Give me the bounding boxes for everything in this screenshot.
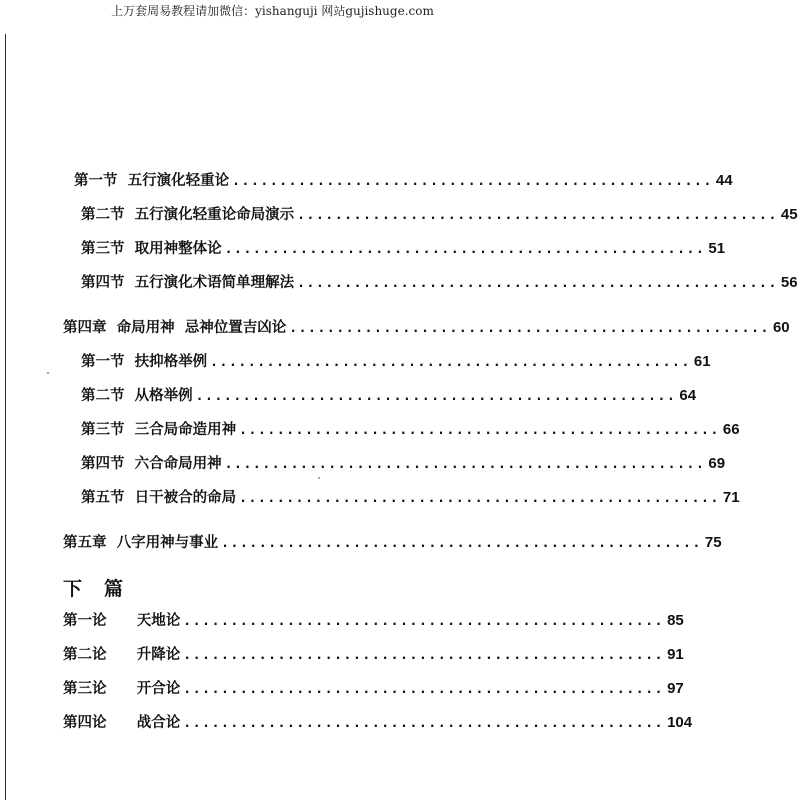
leader-dots: ................................................... bbox=[289, 321, 770, 336]
toc-entry bbox=[81, 454, 726, 474]
leader-dots: ................................................... bbox=[224, 457, 706, 472]
toc-entry-page: 69 bbox=[708, 455, 726, 472]
toc-entry bbox=[81, 352, 711, 372]
leader-dots: ................................................... bbox=[195, 389, 677, 404]
toc-entry-title: 第一论 天地论 bbox=[63, 613, 181, 629]
scan-speck bbox=[47, 372, 49, 374]
toc-entry-page: 51 bbox=[708, 240, 726, 257]
toc-entry-title: 第四节 五行演化术语简单理解法 bbox=[81, 275, 295, 291]
leader-dots: ................................................... bbox=[239, 491, 720, 506]
toc-entry-title: 第一节 扶抑格举例 bbox=[81, 354, 208, 370]
toc-entry-page: 91 bbox=[667, 646, 684, 663]
toc-chapter-entry bbox=[63, 318, 790, 338]
toc-entry-title: 第五章 八字用神与事业 bbox=[63, 535, 219, 551]
toc-entry bbox=[81, 488, 740, 508]
leader-dots: ................................................... bbox=[239, 423, 720, 438]
toc-entry bbox=[63, 713, 693, 733]
toc-entry-title: 第五节 日干被合的命局 bbox=[81, 490, 237, 506]
toc-entry-title: 第二节 从格举例 bbox=[81, 388, 193, 404]
toc-entry bbox=[81, 420, 740, 440]
toc-entry-page: 97 bbox=[667, 680, 684, 697]
leader-dots: ................................................... bbox=[221, 536, 702, 551]
toc-entry-title: 第二节 五行演化轻重论命局演示 bbox=[81, 207, 295, 223]
toc-entry-page: 61 bbox=[693, 353, 711, 370]
leader-dots: ................................................... bbox=[183, 648, 665, 663]
toc-entry-title: 第三节 三合局命造用神 bbox=[81, 422, 237, 438]
part-heading bbox=[63, 574, 123, 601]
toc-entry-page: 56 bbox=[780, 274, 798, 291]
toc-entry bbox=[63, 611, 684, 631]
leader-dots: ................................................... bbox=[183, 614, 665, 629]
toc-entry bbox=[81, 386, 697, 406]
toc-entry-page: 45 bbox=[780, 206, 798, 223]
leader-dots: ................................................... bbox=[232, 174, 713, 189]
toc-entry bbox=[63, 645, 684, 665]
toc-entry bbox=[81, 239, 726, 259]
leader-dots: ................................................... bbox=[183, 716, 665, 731]
toc-entry-page: 85 bbox=[667, 612, 684, 629]
toc-entry bbox=[81, 205, 798, 225]
part-heading-char: 下 bbox=[63, 578, 83, 600]
toc-entry-page: 64 bbox=[679, 387, 697, 404]
leader-dots: ................................................... bbox=[183, 682, 665, 697]
toc-entry-title: 第三论 开合论 bbox=[63, 681, 181, 697]
watermark-text: 上万套周易教程请加微信：yishanguji 网站gujishuge.com bbox=[111, 4, 434, 18]
toc-entry-page: 104 bbox=[667, 714, 693, 731]
toc-entry-title: 第四论 战合论 bbox=[63, 715, 181, 731]
toc-entry bbox=[63, 679, 684, 699]
leader-dots: ................................................... bbox=[297, 208, 778, 223]
toc-entry bbox=[74, 171, 733, 191]
part-heading-char: 篇 bbox=[104, 578, 124, 600]
toc-entry-title: 第四章 命局用神 忌神位置吉凶论 bbox=[63, 320, 287, 336]
leader-dots: ................................................... bbox=[297, 276, 778, 291]
toc-entry-page: 71 bbox=[722, 489, 740, 506]
toc-entry-page: 66 bbox=[722, 421, 740, 438]
leader-dots: ................................................... bbox=[224, 242, 706, 257]
scan-speck bbox=[318, 477, 320, 479]
toc-entry bbox=[81, 273, 798, 293]
toc-entry-page: 60 bbox=[772, 319, 790, 336]
toc-entry-title: 第三节 取用神整体论 bbox=[81, 241, 222, 257]
page-edge-line bbox=[5, 34, 6, 800]
toc-entry-page: 75 bbox=[704, 534, 722, 551]
toc-chapter-entry bbox=[63, 533, 722, 553]
toc-entry-page: 44 bbox=[715, 172, 733, 189]
toc-entry-title: 第四节 六合命局用神 bbox=[81, 456, 222, 472]
leader-dots: ................................................... bbox=[210, 355, 691, 370]
toc-entry-title: 第二论 升降论 bbox=[63, 647, 181, 663]
toc-entry-title: 第一节 五行演化轻重论 bbox=[74, 173, 230, 189]
